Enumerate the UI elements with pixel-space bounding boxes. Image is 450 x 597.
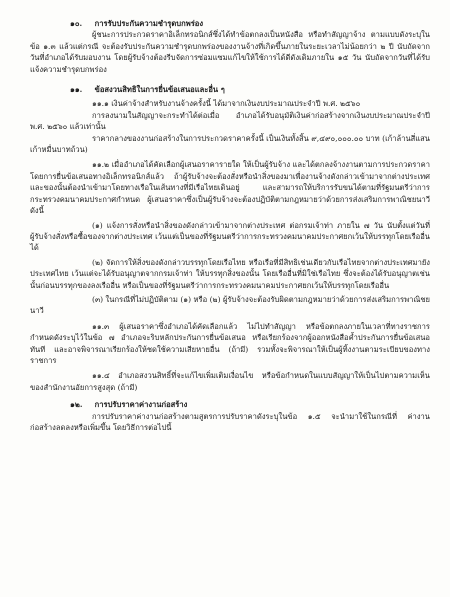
clause-11-1-signing: การลงนามในสัญญาจะกระทำได้ต่อเมื่อ อำเภอได้รับอนุมัติเงินค่าก่อสร้างจากเงินงบประมาณประจำปี พ.ศ. ๒๕๖๐ แล้วเท่านั้น (30, 110, 430, 132)
section-10-body: ผู้ชนะการประกวดราคาอิเล็กทรอนิกส์ซึ่งได้ทำข้อตกลงเป็นหนังสือ หรือทำสัญญาจ้าง ตามแบบดังระบุในข้อ ๑.๓ แล้วแต่กรณี จะต้องรับประกันความชำรุดบกพร่องของงานจ้างที่เกิดขึ้นภายในระยะเวลาไม่น้อยกว่า ๒ ปี นับถัดจากวันที่อำเภอได้รับมอบงาน โดยผู้รับจ้างต้องรีบจัดการซ่อมแซมแก้ไขให้ใช้การได้ดีดังเดิมภายใน ๑๕ วัน นับถัดจากวันที่ได้รับแจ้งความชำรุดบกพร่อง (30, 30, 430, 74)
clause-11-4: ๑๑.๔ อำเภอสงวนสิทธิ์ที่จะแก้ไขเพิ่มเติมเงื่อนไข หรือข้อกำหนดในแบบสัญญาให้เป็นไปตามความเห็นของสำนักงานอัยการสูงสุด (ถ้ามี) (30, 371, 430, 392)
clause-11-2-item-2: (๒) จัดการให้สิ่งของดังกล่าวบรรทุกโดยเรือไทย หรือเรือที่มีสิทธิเช่นเดียวกับเรือไทยจากต่างประเทศมายังประเทศไทย เว้นแต่จะได้รับอนุญาตจากกรมเจ้าท่า ให้บรรทุกสิ่งของนั้น โดยเรืออื่นที่มิใช่เรือไทย ซึ่งจะต้องได้รับอนุญาตเช่นนั้นก่อนบรรทุกของลงเรืออื่น หรือเป็นของที่รัฐมนตรีว่าการกระทรวงคมนาคมประกาศยกเว้นให้บรรทุกโดยเรืออื่น (30, 257, 430, 290)
section-11-number: ๑๑. (70, 85, 83, 95)
section-12-heading (70, 399, 430, 410)
clause-11-1-median-price: ราคากลางของงานก่อสร้างในการประกวดราคาครั้งนี้ เป็นเงินทั้งสิ้น ๙,๔๙๐,๐๐๐.๐๐ บาท (เก้าล้านสี่แสนเก้าหมื่นบาทถ้วน) (30, 133, 430, 155)
section-11-title: ข้อสงวนสิทธิในการยื่นข้อเสนอและอื่น ๆ (94, 85, 225, 95)
clause-11-2-item-3: (๓) ในกรณีที่ไม่ปฏิบัติตาม (๑) หรือ (๒) ผู้รับจ้างจะต้องรับผิดตามกฎหมายว่าด้วยการส่งเสริมการพาณิชยนาวี (30, 294, 430, 316)
section-10-heading (70, 18, 430, 29)
clause-11-1: ๑๑.๑ เงินค่าจ้างสำหรับงานจ้างครั้งนี้ ได้มาจากเงินงบประมาณประจำปี พ.ศ. ๒๕๖๐ (92, 99, 361, 109)
section-11-heading (70, 84, 430, 95)
clause-11-2: ๑๑.๒ เมื่ออำเภอได้คัดเลือกผู้เสนอราคารายใด ให้เป็นผู้รับจ้าง และได้ตกลงจ้างงานตามการประกวดราคาโดยการยื่นข้อเสนอทางอิเล็กทรอนิกส์แล้ว ถ้าผู้รับจ้างจะต้องสั่งหรือนำสิ่งของมาเพื่องานจ้างดังกล่าวเข้ามาจากต่างประเทศ และของนั้นต้องนำเข้ามาโดยทางเรือในเส้นทางที่มีเรือไทยเดินอยู่ และสามารถให้บริการรับขนได้ตามที่รัฐมนตรีว่าการกระทรวงคมนาคมประกาศกำหนด ผู้เสนอราคาซึ่งเป็นผู้รับจ้างจะต้องปฏิบัติตามกฎหมายว่าด้วยการส่งเสริมการพาณิชยนาวี ดังนี้ (30, 160, 430, 216)
clause-11-3: ๑๑.๓ ผู้เสนอราคาซึ่งอำเภอได้คัดเลือกแล้ว ไม่ไปทำสัญญา หรือข้อตกลงภายในเวลาที่ทางราชการกำหนดดังระบุไว้ในข้อ ๗ อำเภอจะริบหลักประกันการยื่นข้อเสนอ หรือเรียกร้องจากผู้ออกหนังสือค้ำประกันการยื่นข้อเสนอทันที และอาจพิจารณาเรียกร้องให้ชดใช้ความเสียหายอื่น (ถ้ามี) รวมทั้งจะพิจารณาให้เป็นผู้ทิ้งงานตามระเบียบของทางราชการ (30, 321, 430, 365)
section-12-number: ๑๒. (70, 400, 83, 410)
section-10-number: ๑๐. (70, 19, 83, 28)
document-body (30, 18, 430, 433)
section-12-title: การปรับราคาค่างานก่อสร้าง (94, 400, 188, 410)
section-12-body: การปรับราคาค่างานก่อสร้างตามสูตรการปรับราคาดังระบุในข้อ ๑.๕ จะนำมาใช้ในกรณีที่ ค่างานก่อสร้างลดลงหรือเพิ่มขึ้น โดยวิธีการต่อไปนี้ (30, 411, 430, 432)
section-10-title: การรับประกันความชำรุดบกพร่อง (94, 19, 204, 28)
clause-11-2-item-1: (๑) แจ้งการสั่งหรือนำสิ่งของดังกล่าวเข้ามาจากต่างประเทศ ต่อกรมเจ้าท่า ภายใน ๗ วัน นับตั้งแต่วันที่ผู้รับจ้างสั่งหรือซื้อของจากต่างประเทศ เว้นแต่เป็นของที่รัฐมนตรีว่าการกระทรวงคมนาคมประกาศยกเว้นให้บรรทุกโดยเรืออื่นได้ (30, 220, 430, 253)
